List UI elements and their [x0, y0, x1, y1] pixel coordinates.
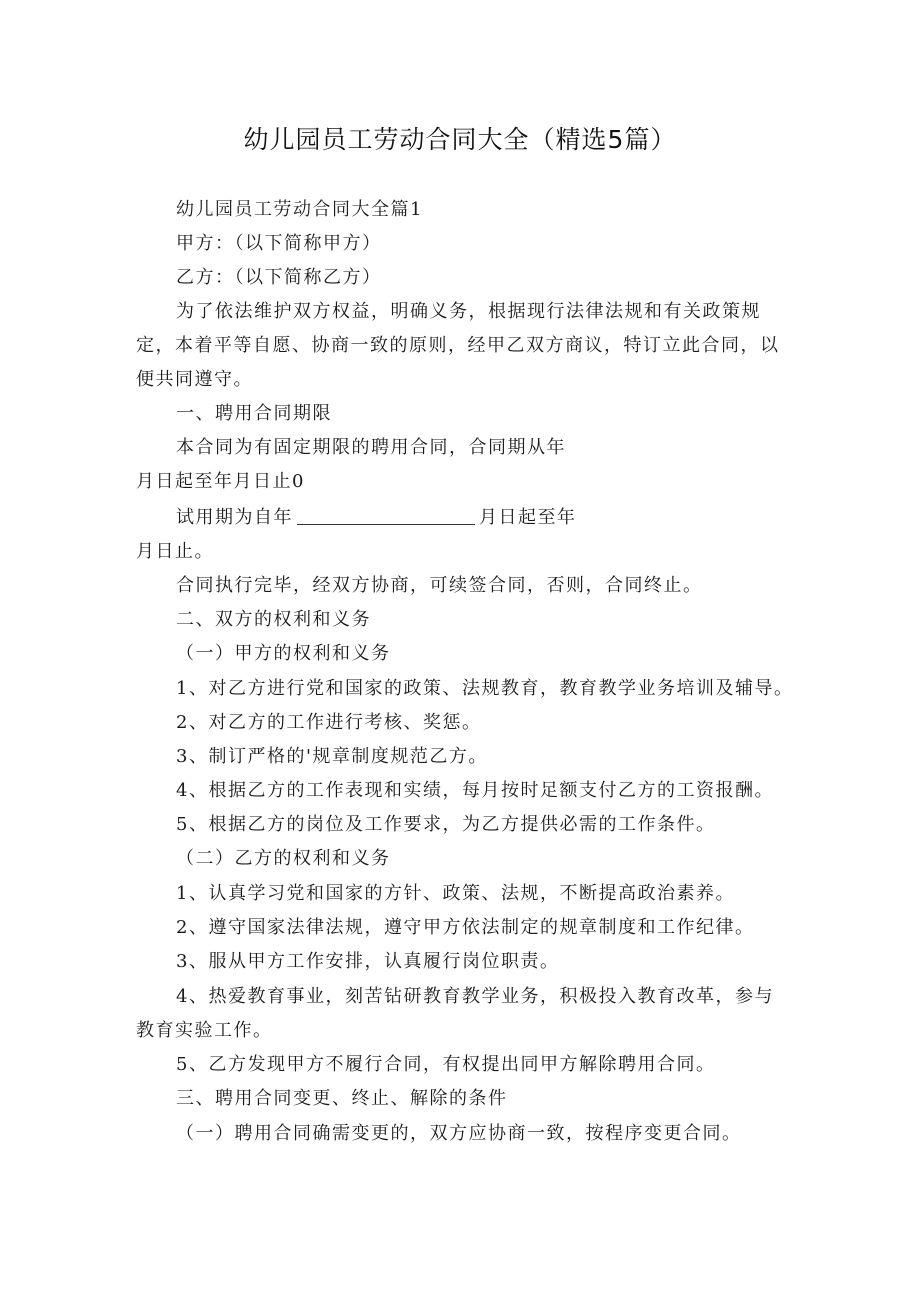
paragraph-line: 教育实验工作。 — [136, 1020, 273, 1041]
subclause-heading: （一）甲方的权利和义务 — [176, 643, 391, 664]
paragraph-line: 为了依法维护双方权益，明确义务，根据现行法律法规和有关政策规 — [176, 301, 761, 322]
list-item: 4、根据乙方的工作表现和实绩，每月按时足额支付乙方的工资报酬。 — [176, 780, 774, 801]
section-heading: 幼儿园员工劳动合同大全篇1 — [176, 199, 423, 220]
list-item: 1、认真学习党和国家的方针、政策、法规，不断提高政治素养。 — [176, 883, 735, 904]
paragraph-line: 月日起至年月日止0 — [136, 471, 305, 492]
list-item: 2、对乙方的工作进行考核、奖惩。 — [176, 712, 482, 733]
blank-underline — [297, 506, 475, 525]
clause-heading: 二、双方的权利和义务 — [176, 609, 371, 630]
paragraph-line: 便共同遵守。 — [136, 369, 253, 390]
list-item: 3、制订严格的'规章制度规范乙方。 — [176, 746, 488, 767]
subclause-heading: （二）乙方的权利和义务 — [176, 848, 391, 869]
paragraph-line: 定，本着平等自愿、协商一致的原则，经甲乙双方商议，特订立此合同，以 — [136, 335, 780, 356]
paragraph-line: 本合同为有固定期限的聘用合同，合同期从年 — [176, 437, 566, 458]
list-item: 2、遵守国家法律法规，遵守甲方依法制定的规章制度和工作纪律。 — [176, 917, 755, 938]
probation-text-start: 试用期为自年 — [176, 507, 293, 528]
document-title: 幼儿园员工劳动合同大全（精选5篇） — [243, 125, 677, 154]
list-item: 5、根据乙方的岗位及工作要求，为乙方提供必需的工作条件。 — [176, 814, 716, 835]
party-b-line: 乙方：（以下简称乙方） — [176, 267, 382, 288]
list-item: 4、热爱教育事业，刻苦钻研教育教学业务，积极投入教育改革，参与 — [176, 986, 774, 1007]
paragraph-line: 合同执行完毕，经双方协商，可续签合同，否则，合同终止。 — [176, 575, 703, 596]
probation-line — [176, 505, 577, 531]
list-item: 5、乙方发现甲方不履行合同，有权提出同甲方解除聘用合同。 — [176, 1054, 716, 1075]
clause-heading: 一、聘用合同期限 — [176, 403, 332, 424]
probation-text-end: 月日起至年 — [479, 507, 577, 528]
list-item: 1、对乙方进行党和国家的政策、法规教育，教育教学业务培训及辅导。 — [176, 678, 794, 699]
subclause-line: （一）聘用合同确需变更的，双方应协商一致，按程序变更合同。 — [176, 1123, 742, 1144]
party-a-line: 甲方：（以下简称甲方） — [176, 233, 382, 254]
paragraph-line: 月日止。 — [136, 541, 214, 562]
list-item: 3、服从甲方工作安排，认真履行岗位职责。 — [176, 951, 560, 972]
clause-heading: 三、聘用合同变更、终止、解除的条件 — [176, 1088, 508, 1109]
